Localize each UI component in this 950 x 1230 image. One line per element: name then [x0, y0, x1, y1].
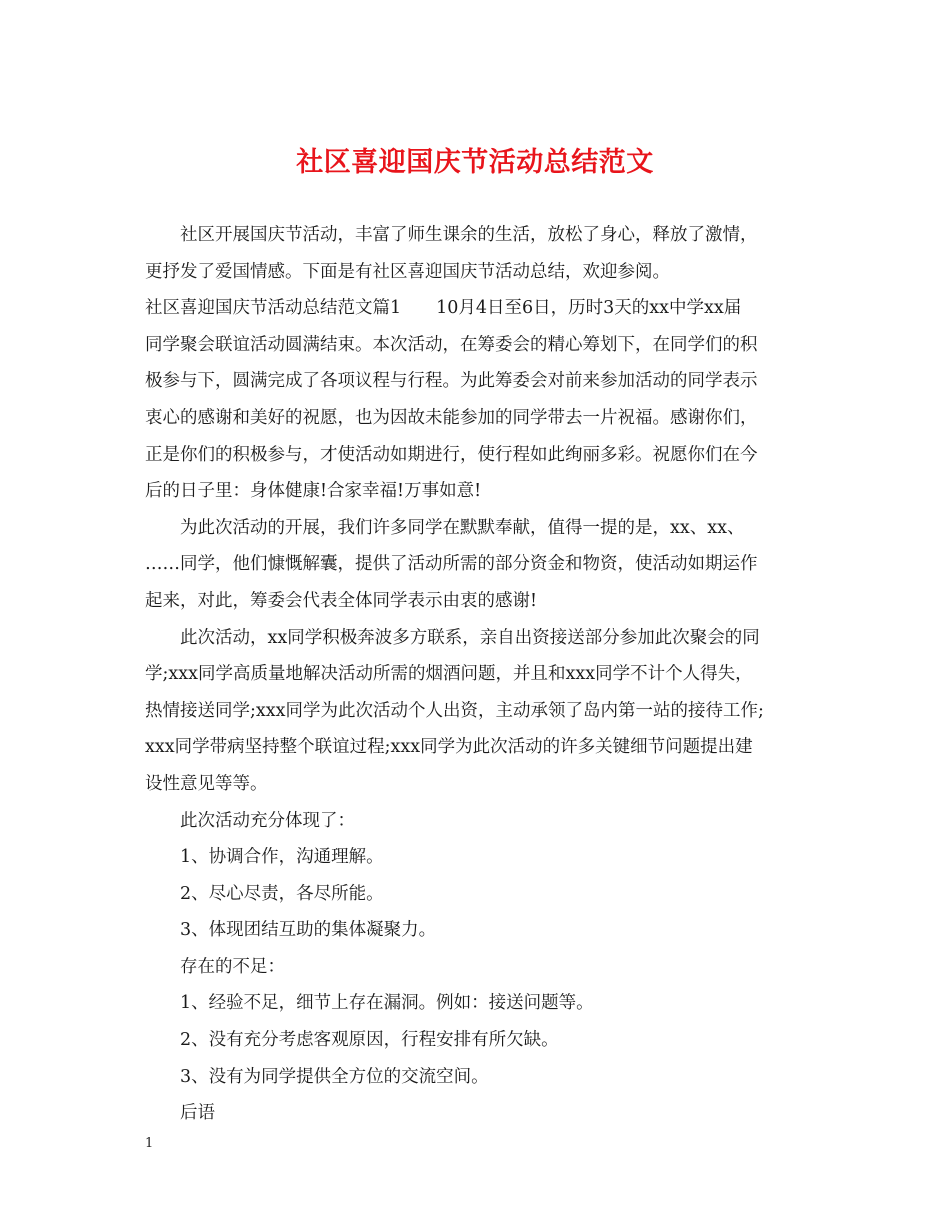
paragraph-line: 衷心的感谢和美好的祝愿，也为因故未能参加的同学带去一片祝福。感谢你们， [145, 407, 758, 428]
paragraph-line: 社区喜迎国庆节活动总结范文篇1 10月4日至6日，历时3天的xx中学xx届 [145, 298, 742, 319]
list-item: 3、没有为同学提供全方位的交流空间。 [180, 1066, 489, 1087]
paragraph-line: 热情接送同学;xxx同学为此次活动个人出资，主动承领了岛内第一站的接待工作; [145, 700, 764, 721]
paragraph-line: 正是你们的积极参与，才使活动如期进行，使行程如此绚丽多彩。祝愿你们在今 [145, 444, 758, 465]
paragraph-line: 学;xxx同学高质量地解决活动所需的烟酒问题，并且和xxx同学不计个人得失， [145, 664, 753, 685]
list-item: 2、没有充分考虑客观原因，行程安排有所欠缺。 [180, 1030, 559, 1051]
list-item: 2、尽心尽责，各尽所能。 [180, 883, 384, 904]
paragraph-line: 设性意见等等。 [145, 773, 268, 794]
paragraph-line: 后的日子里：身体健康!合家幸福!万事如意! [145, 481, 482, 502]
paragraph-line: 此次活动，xx同学积极奔波多方联系，亲自出资接送部分参加此次聚会的同 [180, 627, 760, 648]
list-item: 1、协调合作，沟通理解。 [180, 847, 384, 868]
paragraph-line: xxx同学带病坚持整个联谊过程;xxx同学为此次活动的许多关键细节问题提出建 [145, 737, 753, 758]
list-item: 3、体现团结互助的集体凝聚力。 [180, 920, 437, 941]
paragraph-line: 极参与下，圆满完成了各项议程与行程。为此筹委会对前来参加活动的同学表示 [145, 371, 758, 392]
paragraph-line: ……同学，他们慷慨解囊，提供了活动所需的部分资金和物资，使活动如期运作 [145, 554, 758, 575]
list-item: 1、经验不足，细节上存在漏洞。例如：接送问题等。 [180, 993, 594, 1014]
section-heading: 后语 [180, 1103, 215, 1124]
page-number: 1 [145, 1136, 154, 1151]
section-heading: 存在的不足： [180, 956, 285, 977]
paragraph-line: 起来，对此，筹委会代表全体同学表示由衷的感谢! [145, 590, 538, 611]
paragraph-line: 社区开展国庆节活动，丰富了师生课余的生活，放松了身心，释放了激情， [180, 225, 758, 245]
document-body [145, 217, 810, 1132]
paragraph-line: 为此次活动的开展，我们许多同学在默默奉献，值得一提的是，xx、xx、 [180, 517, 745, 538]
paragraph-line: 更抒发了爱国情感。下面是有社区喜迎国庆节活动总结，欢迎参阅。 [145, 261, 670, 282]
document-title: 社区喜迎国庆节活动总结范文 [296, 147, 654, 178]
paragraph-line: 同学聚会联谊活动圆满结束。本次活动，在筹委会的精心筹划下，在同学们的积 [145, 334, 758, 355]
paragraph-line: 此次活动充分体现了： [180, 810, 355, 831]
